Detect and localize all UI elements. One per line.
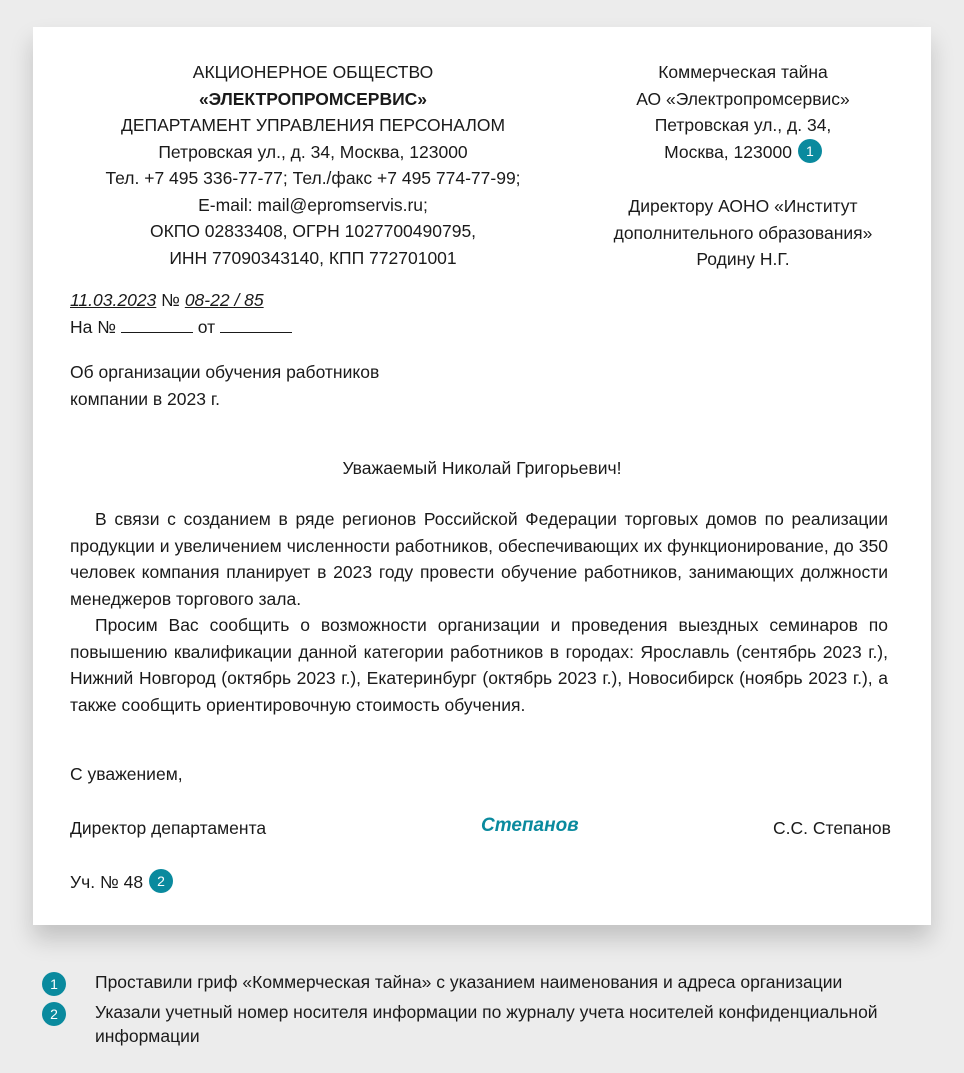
signer-name: С.С. Степанов (773, 818, 891, 838)
reply-date-blank (220, 316, 292, 333)
body-paragraph: Просим Вас сообщить о возможности организации и проведения выездных семинаров по повышению квалификации данной категории работников в городах: Ярославль (сентябрь 2023 г.), Нижний Новгород (октябрь 2023 г.), Екатеринбург (октябрь 2023 г.), Новосибирск (ноябрь 2023 г.), а также сообщить ориентировочную стоимость обучения. (70, 615, 888, 715)
letter-subject (70, 359, 379, 412)
body-paragraph: В связи с созданием в ряде регионов Российской Федерации торговых домов по реализации продукции и увеличением численности работников, обеспечивающих их функционирование, до 350 человек компания планирует в 2023 году провести обучение работников, занимающих должности менеджеров торгового зала. (70, 509, 888, 609)
sender-line-1: АКЦИОНЕРНОЕ ОБЩЕСТВО (192, 62, 434, 82)
sender-address: Петровская ул., д. 34, Москва, 123000 (158, 141, 468, 162)
account-number-text: Уч. № 48 (70, 872, 144, 892)
secret-stamp-line-2: АО «Электропромсервис» (636, 88, 850, 109)
sender-department: ДЕПАРТАМЕНТ УПРАВЛЕНИЯ ПЕРСОНАЛОМ (120, 115, 506, 135)
closing: С уважением, (70, 764, 183, 784)
addressee-line-1: Директору АОНО «Институт (628, 196, 858, 216)
callout-badge-1: 1 (798, 139, 822, 163)
handwritten-signature: Степанов (481, 815, 579, 836)
signer-position: Директор департамента (70, 818, 267, 838)
greeting: Уважаемый Николай Григорьевич! (342, 458, 622, 478)
secret-stamp-line-4-row (578, 139, 908, 166)
addressee-block (578, 193, 908, 273)
outgoing-date: 11.03.2023 (70, 290, 157, 310)
footnote-text: Проставили гриф «Коммерческая тайна» с указанием наименования и адреса организации (95, 972, 843, 992)
sender-block (78, 59, 548, 271)
secret-stamp-line-4: Москва, 123000 (664, 141, 792, 162)
document-sheet (33, 27, 931, 925)
sender-inn-kpp: ИНН 77090343140, КПП 772701001 (169, 247, 457, 268)
account-number (70, 869, 173, 896)
outgoing-registration (70, 287, 292, 314)
reply-from-label: от (197, 316, 216, 337)
outgoing-number: 08-22 / 85 (184, 290, 264, 310)
registration-block (70, 287, 292, 340)
secret-stamp-line-1: Коммерческая тайна (658, 62, 828, 82)
footnote-badge: 1 (42, 972, 66, 996)
footnote-text: Указали учетный номер носителя информации по журналу учета носителей конфиденциальной информации (95, 1002, 878, 1046)
reply-reference (70, 314, 292, 341)
sender-company-name: «ЭЛЕКТРОПРОМСЕРВИС» (198, 88, 428, 109)
letter-body (70, 506, 888, 718)
reply-prefix: На № (70, 316, 117, 337)
sender-email: E-mail: mail@epromservis.ru; (198, 194, 428, 215)
subject-line-1: Об организации обучения работников (70, 362, 380, 382)
callout-badge-2: 2 (149, 869, 173, 893)
footnote-item (42, 970, 942, 994)
secret-stamp-line-3: Петровская ул., д. 34, (654, 115, 832, 135)
sender-phones: Тел. +7 495 336-77-77; Тел./факс +7 495 774-77-99; (105, 168, 521, 188)
sender-okpo-ogrn: ОКПО 02833408, ОГРН 1027700490795, (149, 221, 477, 241)
reply-number-blank (121, 316, 193, 333)
subject-line-2: компании в 2023 г. (70, 388, 220, 409)
addressee-line-2: дополнительного образования» (613, 222, 873, 243)
footnotes (42, 970, 942, 1054)
footnote-badge: 2 (42, 1002, 66, 1026)
addressee-name: Родину Н.Г. (696, 249, 790, 269)
number-sign: № (161, 290, 180, 310)
footnote-item (42, 1000, 942, 1048)
commercial-secret-stamp (578, 59, 908, 165)
